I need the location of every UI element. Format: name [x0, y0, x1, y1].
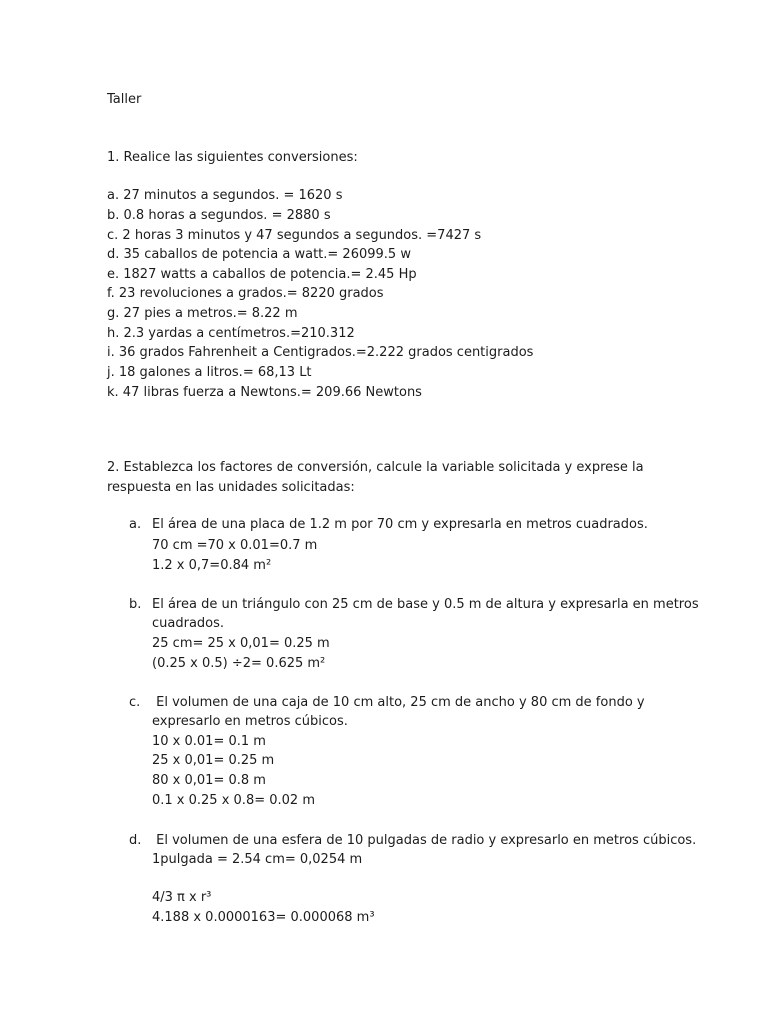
conversion-item-f: f. 23 revoluciones a grados.= 8220 grados — [107, 286, 384, 301]
document-title: Taller — [107, 92, 142, 107]
conversion-item-b: b. 0.8 horas a segundos. = 2880 s — [107, 208, 331, 223]
section1-heading: 1. Realice las siguientes conversiones: — [107, 150, 358, 165]
conversion-item-j: j. 18 galones a litros.= 68,13 Lt — [107, 365, 312, 380]
part-c-step-3: 80 x 0,01= 0.8 m — [152, 773, 266, 788]
section2-heading-line2: respuesta en las unidades solicitadas: — [107, 480, 355, 495]
part-b-result: (0.25 x 0.5) ÷2= 0.625 m² — [152, 656, 326, 671]
part-b-statement: El área de un triángulo con 25 cm de base y 0.5 m de altura y expresarla en metros — [152, 597, 699, 612]
part-c-step-1: 10 x 0.01= 0.1 m — [152, 734, 266, 749]
conversion-item-k: k. 47 libras fuerza a Newtons.= 209.66 Newtons — [107, 385, 422, 400]
part-a-result: 1.2 x 0,7=0.84 m² — [152, 558, 272, 573]
part-c-marker: c. — [129, 695, 141, 710]
part-b-marker: b. — [129, 597, 142, 612]
part-c-statement: El volumen de una caja de 10 cm alto, 25 cm de ancho y 80 cm de fondo y — [152, 695, 645, 710]
part-a-step: 70 cm =70 x 0.01=0.7 m — [152, 538, 318, 553]
part-a-statement: El área de una placa de 1.2 m por 70 cm y expresarla en metros cuadrados. — [152, 517, 648, 532]
part-d-step-1: 1pulgada = 2.54 cm= 0,0254 m — [152, 852, 363, 867]
section2-heading-line1: 2. Establezca los factores de conversión, calcule la variable solicitada y exprese la — [107, 460, 644, 475]
part-c-statement-cont: expresarlo en metros cúbicos. — [152, 714, 348, 729]
part-b-step: 25 cm= 25 x 0,01= 0.25 m — [152, 636, 330, 651]
conversion-item-i: i. 36 grados Fahrenheit a Centigrados.=2.222 grados centigrados — [107, 345, 534, 360]
part-d-statement: El volumen de una esfera de 10 pulgadas de radio y expresarlo en metros cúbicos. — [152, 833, 697, 848]
part-d-marker: d. — [129, 833, 142, 848]
part-d-formula: 4/3 π x r³ — [152, 890, 212, 905]
conversion-item-h: h. 2.3 yardas a centímetros.=210.312 — [107, 326, 355, 341]
part-d-result: 4.188 x 0.0000163= 0.000068 m³ — [152, 910, 375, 925]
part-c-step-2: 25 x 0,01= 0.25 m — [152, 753, 275, 768]
conversion-item-d: d. 35 caballos de potencia a watt.= 26099.5 w — [107, 247, 411, 262]
part-a-marker: a. — [129, 517, 142, 532]
part-c-result: 0.1 x 0.25 x 0.8= 0.02 m — [152, 793, 315, 808]
conversion-item-a: a. 27 minutos a segundos. = 1620 s — [107, 188, 343, 203]
conversion-item-e: e. 1827 watts a caballos de potencia.= 2.45 Hp — [107, 267, 417, 282]
part-b-statement-cont: cuadrados. — [152, 616, 225, 631]
conversion-item-g: g. 27 pies a metros.= 8.22 m — [107, 306, 298, 321]
conversion-item-c: c. 2 horas 3 minutos y 47 segundos a segundos. =7427 s — [107, 228, 482, 243]
